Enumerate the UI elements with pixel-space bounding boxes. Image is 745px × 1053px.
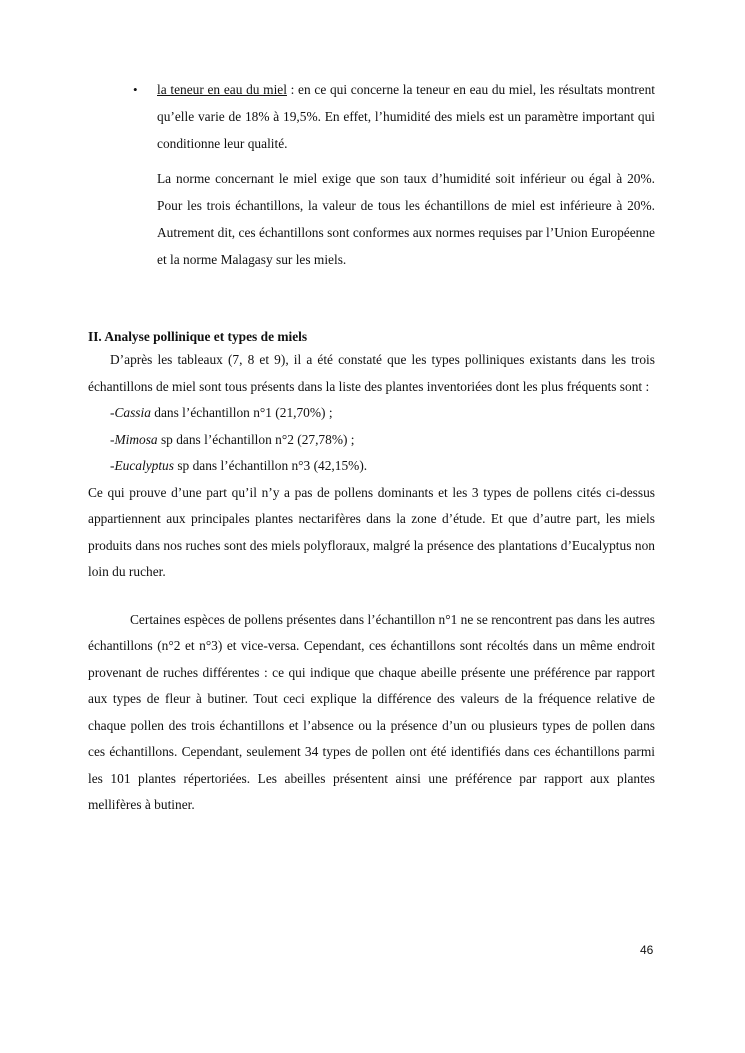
bullet-paragraph-1 bbox=[157, 76, 655, 157]
list-item-eucalyptus: -Eucalyptus sp dans l’échantillon n°3 (42,15%). bbox=[110, 458, 368, 473]
list-item-cassia: -Cassia dans l’échantillon n°1 (21,70%) ; bbox=[110, 405, 333, 420]
genus-name: Mimosa bbox=[114, 431, 158, 447]
genus-name: Eucalyptus bbox=[114, 458, 174, 473]
paragraph-conclusion: Ce qui prouve d’une part qu’il n’y a pas de pollens dominants et les 3 types de pollens cités ci-dessus appartiennent aux principales plantes nectarifères dans la zone d’étude. Et que d’autre part, les miels produits dans nos ruches sont des miels polyfloraux, malgré la présence des plantations d’Eucalyptus non loin du rucher. bbox=[88, 484, 655, 579]
list-item-mimosa: -Mimosa sp dans l’échantillon n°2 (27,78%) ; bbox=[110, 431, 355, 447]
section-body bbox=[88, 347, 655, 819]
paragraph-spacer bbox=[88, 586, 655, 607]
bullet-marker: • bbox=[133, 82, 138, 97]
bullet-paragraph-2: La norme concernant le miel exige que son taux d’humidité soit inférieur ou égal à 20%. Pour les trois échantillons, la valeur de tous les échantillons de miel est inférieure à 20%. Autrement dit, ces échantillons sont conformes aux normes requises par l’Union Européenne et la norme Malagasy sur les miels. bbox=[157, 171, 655, 267]
genus-name: Cassia bbox=[114, 405, 151, 420]
section-heading: II. Analyse pollinique et types de miels bbox=[88, 329, 308, 344]
intro-paragraph: D’après les tableaux (7, 8 et 9), il a été constaté que les types polliniques existants dans les trois échantillons de miel sont tous présents dans la liste des plantes inventoriées dont les plus fréquents sont : bbox=[88, 352, 655, 394]
bullet-text-1: : en ce qui concerne la teneur en eau du miel, les résultats montrent qu’elle varie de 18% à 19,5%. En effet, l’humidité des miels est un paramètre important qui conditionne leur qualité. bbox=[157, 82, 655, 151]
bullet-term: la teneur en eau du miel bbox=[157, 82, 287, 97]
bullet-item-water-content bbox=[157, 76, 655, 273]
page-number: 46 bbox=[640, 943, 654, 957]
paragraph-pollen-species: Certaines espèces de pollens présentes dans l’échantillon n°1 ne se rencontrent pas dans les autres échantillons (n°2 et n°3) et vice-versa. Cependant, ces échantillons sont récoltés dans un même endroit provenant de ruches différentes : ce qui indique que chaque abeille présente une préférence par rapport aux types de fleur à butiner. Tout ceci explique la différence des valeurs de la fréquence relative de chaque pollen des trois échantillons et l’absence ou la présence d’un ou plusieurs types de pollen dans ces échantillons. Cependant, seulement 34 types de pollen ont été identifiés dans ces échantillons parmi les 101 plantes répertoriées. Les abeilles présentent ainsi une préférence par rapport aux plantes mellifères à butiner. bbox=[88, 611, 655, 812]
